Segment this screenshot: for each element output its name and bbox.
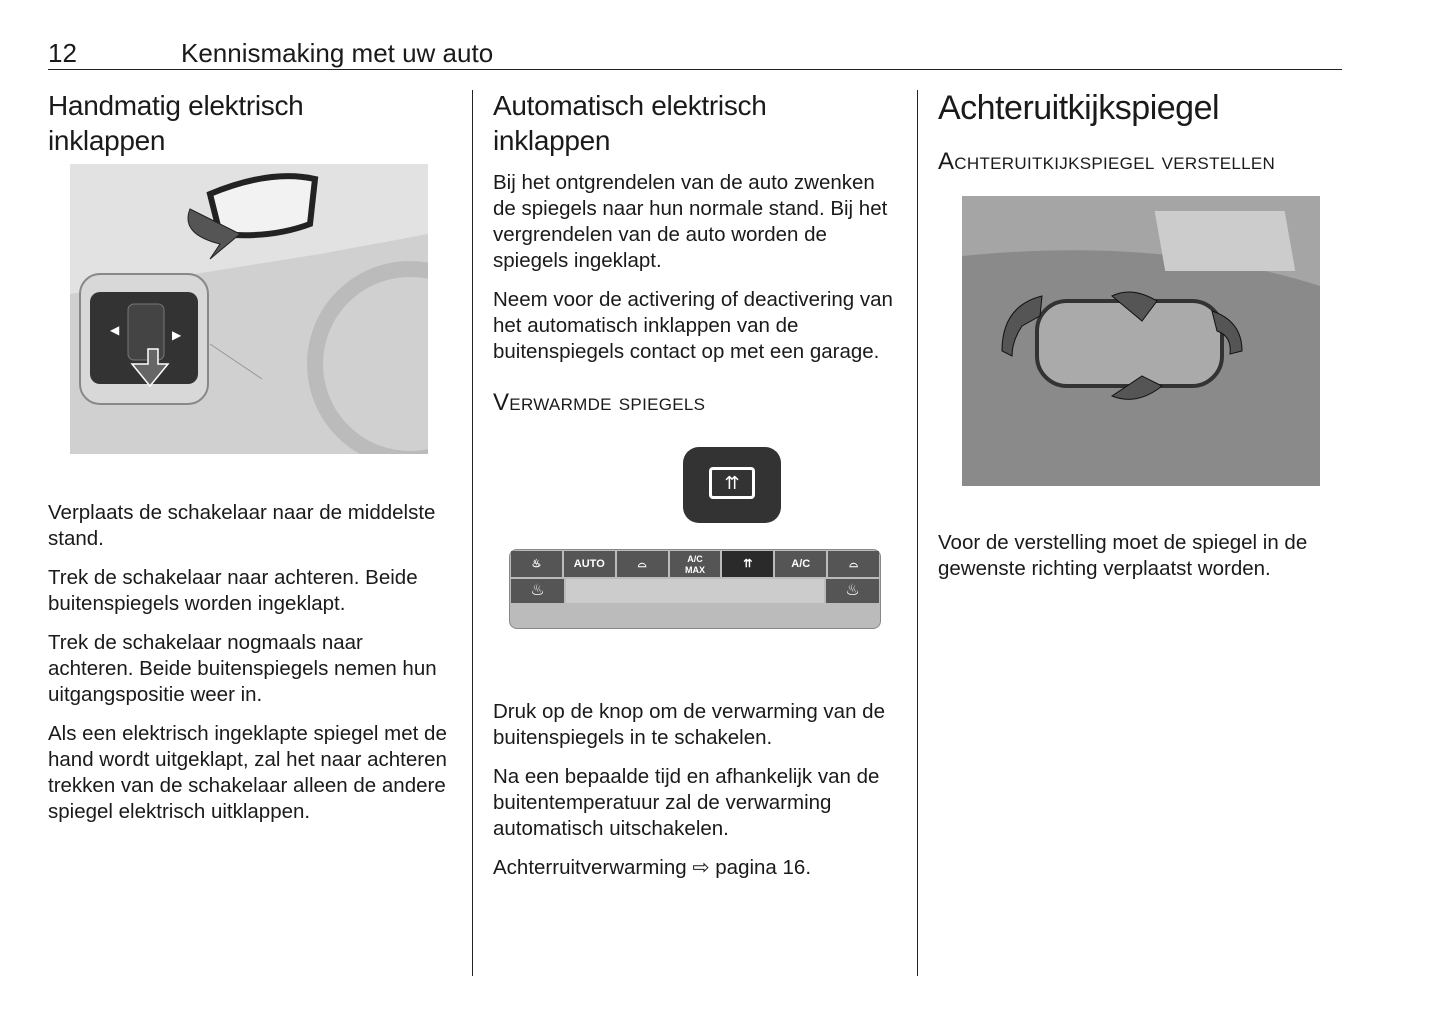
- xref-text: Achterruitverwarming: [493, 856, 687, 879]
- seat-heat-left-icon: ♨: [511, 579, 564, 603]
- subsection-title: Achteruitkijkspiegel verstellen: [938, 148, 1276, 175]
- paragraph: Druk op de knop om de verwarming van de buitenspiegels in te schakelen.: [493, 700, 885, 749]
- subsection-title: Verwarmde spiegels: [493, 389, 706, 416]
- section-title: Achteruitkijkspiegel: [938, 89, 1220, 127]
- svg-text:▶: ▶: [172, 328, 182, 342]
- paragraph: Verplaats de schakelaar naar de middelste stand.: [48, 501, 436, 550]
- steering-wheel-heat-icon: ♨: [511, 551, 562, 577]
- column-auto-fold: [493, 88, 893, 894]
- paragraph: Bij het ontgrendelen van de auto zwenken de spiegels naar hun normale stand. Bij het vergrendelen van de auto worden de spiegels ingeklapt.: [493, 171, 888, 272]
- cross-reference[interactable]: [493, 855, 893, 881]
- heated-rear-window-icon: ⇈: [709, 467, 755, 499]
- column-divider: [917, 90, 918, 976]
- climate-panel-illustration: [509, 439, 884, 639]
- auto-button: AUTO: [564, 551, 615, 577]
- arrow-right-icon: ⇨: [692, 856, 710, 879]
- paragraph: Als een elektrisch ingeklapte spiegel met de hand wordt uitgeklapt, zal het naar achteren trekken van de schakelaar alleen de andere spiegel elektrisch uitklappen.: [48, 722, 447, 823]
- paragraph: Na een bepaalde tijd en afhankelijk van de buitentemperatuur zal de verwarming automatisch uitschakelen.: [493, 765, 880, 840]
- svg-text:◀: ◀: [110, 323, 120, 337]
- column-manual-fold: [48, 88, 448, 838]
- paragraph: Trek de schakelaar nogmaals naar achteren. Beide buitenspiegels nemen hun uitgangspositie weer in.: [48, 631, 437, 706]
- section-title: Automatisch elektrisch inklappen: [493, 90, 767, 156]
- page-number: 12: [48, 38, 77, 68]
- column-divider: [472, 90, 473, 976]
- ac-button: A/C: [775, 551, 826, 577]
- front-defrost-icon: ⌓: [828, 551, 879, 577]
- windscreen-defrost-icon: ⌓: [617, 551, 668, 577]
- ac-max-label-1: A/C: [687, 554, 703, 564]
- paragraph: Neem voor de activering of deactivering van het automatisch inklappen van de buitenspiegels contact op met een garage.: [493, 288, 893, 363]
- column-rear-mirror: [938, 88, 1338, 595]
- rear-defrost-button-icon: ⇈: [722, 551, 773, 577]
- rear-defrost-callout: [683, 447, 781, 523]
- ac-max-button: [670, 551, 721, 577]
- page-header: [48, 38, 1342, 70]
- paragraph: Trek de schakelaar naar achteren. Beide buitenspiegels worden ingeklapt.: [48, 566, 418, 615]
- xref-page[interactable]: pagina 16.: [715, 856, 812, 879]
- paragraph: Voor de verstelling moet de spiegel in de gewenste richting verplaatst worden.: [938, 531, 1308, 580]
- rear-mirror-illustration: [962, 196, 1320, 486]
- chapter-title: Kennismaking met uw auto: [181, 38, 494, 68]
- section-title: Handmatig elektrisch inklappen: [48, 90, 304, 156]
- ac-max-label-2: MAX: [685, 565, 705, 575]
- mirror-switch-illustration: [70, 164, 428, 454]
- seat-heat-right-icon: ♨: [826, 579, 879, 603]
